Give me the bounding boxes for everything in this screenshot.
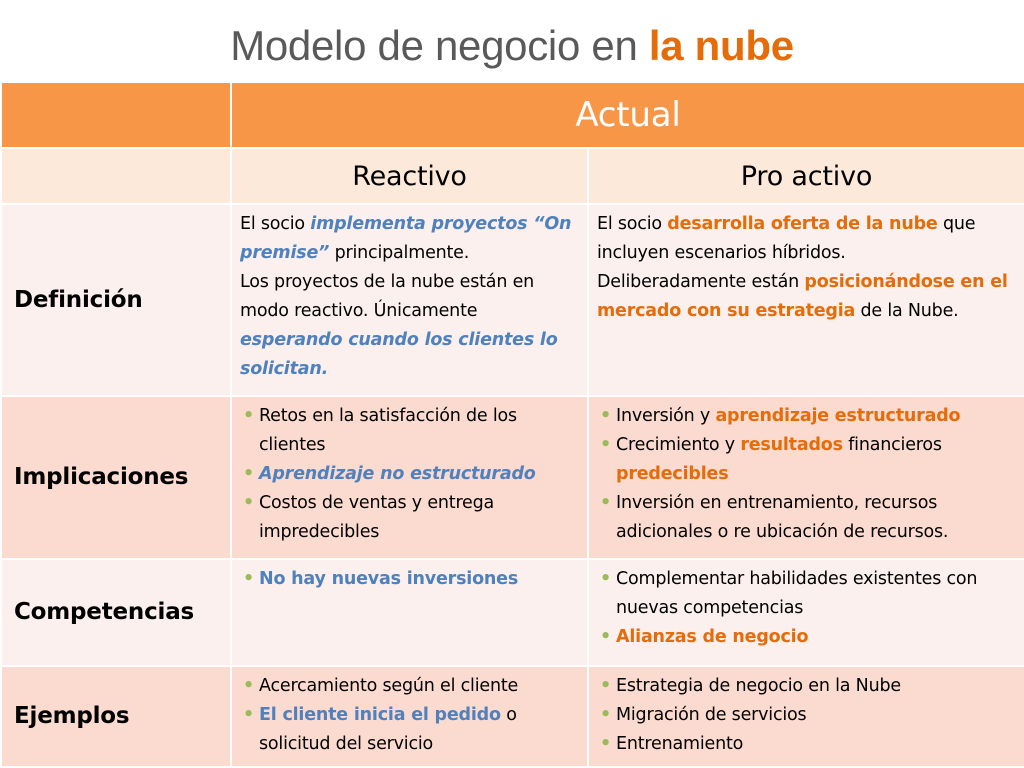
bullet-list [597, 565, 1016, 652]
text: Acercamiento según el cliente [259, 676, 519, 696]
title-accent: la nube [648, 22, 794, 69]
text: Estrategia de negocio en la Nube [616, 676, 901, 696]
text: Retos en la satisfacción de los clientes [259, 406, 517, 455]
text: El socio [597, 214, 668, 234]
header-empty-cell [1, 82, 231, 148]
highlight-text: predecibles [616, 464, 729, 484]
text: Entrenamiento [616, 734, 744, 754]
list-item [240, 402, 579, 460]
cell-definicion-proactivo [588, 204, 1024, 396]
page-title [0, 22, 1024, 70]
list-item [597, 623, 1016, 652]
row-implicaciones [1, 396, 1024, 559]
text: Crecimiento y [616, 435, 741, 455]
bullet-list [597, 672, 1016, 759]
list-item [597, 672, 1016, 701]
highlight-text: aprendizaje estructurado [715, 406, 961, 426]
business-model-table [0, 81, 1024, 768]
highlight-text: posicionándose en el mercado con su estrategia [597, 272, 1008, 321]
row-competencias [1, 559, 1024, 666]
highlight-text: resultados [740, 435, 843, 455]
list-item [597, 402, 1016, 431]
text: que incluyen escenarios híbridos. [597, 214, 976, 263]
header-row-modes [1, 148, 1024, 204]
header-reactivo: Reactivo [231, 148, 588, 204]
highlight-text: El cliente inicia el pedido [259, 705, 501, 725]
header-row-actual [1, 82, 1024, 148]
highlight-text: implementa proyectos “On premise” [240, 214, 572, 263]
list-item [240, 489, 579, 547]
row-definicion [1, 204, 1024, 396]
text: Complementar habilidades existentes con nuevas competencias [616, 569, 978, 618]
header-actual: Actual [231, 82, 1024, 148]
highlight-text: Alianzas de negocio [616, 627, 809, 647]
text: Migración de servicios [616, 705, 807, 725]
highlight-text: No hay nuevas inversiones [259, 569, 519, 589]
list-item [597, 431, 1016, 489]
cell-ejemplos-proactivo [588, 666, 1024, 767]
subheader-empty-cell [1, 148, 231, 204]
list-item [597, 730, 1016, 759]
title-main: Modelo de negocio en [230, 22, 649, 69]
list-item [240, 565, 579, 594]
list-item [597, 565, 1016, 623]
row-label-implicaciones: Implicaciones [1, 396, 231, 559]
list-item [240, 701, 579, 759]
highlight-text: desarrolla oferta de la nube [667, 214, 938, 234]
list-item [597, 489, 1016, 547]
text: financieros [842, 435, 942, 455]
row-label-ejemplos: Ejemplos [1, 666, 231, 767]
text: principalmente. [329, 243, 470, 263]
row-label-definicion: Definición [1, 204, 231, 396]
bullet-list [240, 402, 579, 547]
cell-implicaciones-proactivo [588, 396, 1024, 559]
list-item [597, 701, 1016, 730]
row-ejemplos [1, 666, 1024, 767]
list-item [240, 460, 579, 489]
header-proactivo: Pro activo [588, 148, 1024, 204]
bullet-list [240, 565, 579, 594]
list-item [240, 672, 579, 701]
text: Costos de ventas y entrega impredecibles [259, 493, 495, 542]
cell-competencias-proactivo [588, 559, 1024, 666]
cell-ejemplos-reactivo [231, 666, 588, 767]
text: Deliberadamente están [597, 272, 805, 292]
highlight-text: esperando cuando los clientes lo solicitan. [240, 330, 558, 379]
text: de la Nube. [855, 301, 959, 321]
bullet-list [240, 672, 579, 759]
text: Inversión en entrenamiento, recursos adicionales o re ubicación de recursos. [616, 493, 949, 542]
cell-competencias-reactivo [231, 559, 588, 666]
text: El socio [240, 214, 311, 234]
text: o solicitud del servicio [259, 705, 517, 754]
bullet-list [597, 402, 1016, 547]
row-label-competencias: Competencias [1, 559, 231, 666]
cell-implicaciones-reactivo [231, 396, 588, 559]
text: Los proyectos de la nube están en modo reactivo. Únicamente [240, 272, 535, 321]
highlight-text: Aprendizaje no estructurado [259, 464, 536, 484]
text: Inversión y [616, 406, 716, 426]
cell-definicion-reactivo [231, 204, 588, 396]
